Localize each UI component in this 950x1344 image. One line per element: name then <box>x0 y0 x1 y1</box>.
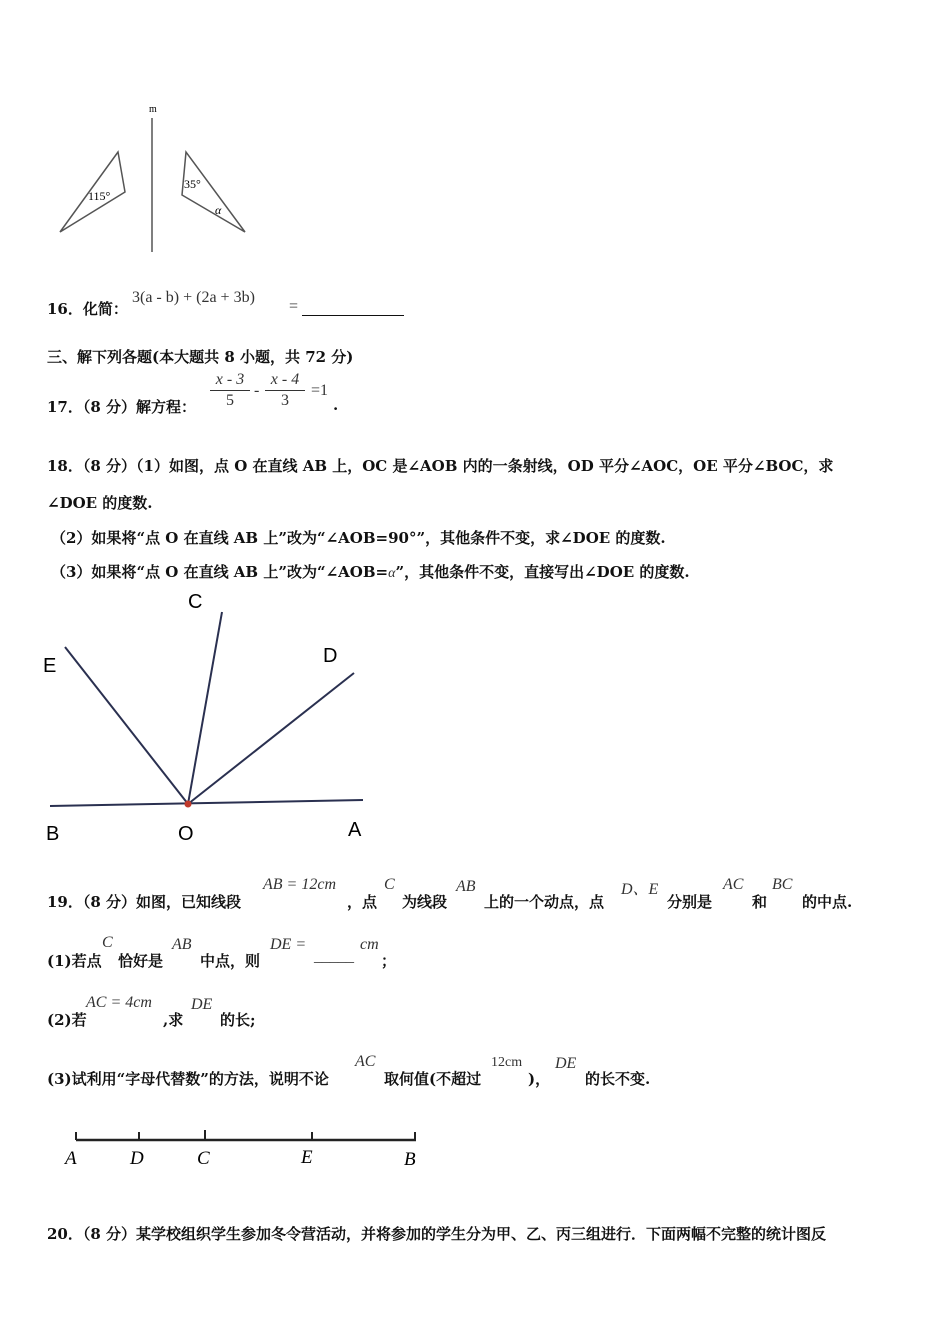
label-B: B <box>46 823 60 845</box>
q19-s3-DE: DE <box>555 1055 577 1072</box>
q19-ab-12cm: AB = 12cm <box>263 876 336 893</box>
q19-s3-b: 取何值(不超过 <box>384 1070 482 1088</box>
q19-s3-c: )， <box>528 1070 551 1088</box>
q19-s1-end: ； <box>381 952 397 970</box>
q19-text-6: 的中点. <box>802 893 853 911</box>
line-BA <box>50 800 363 806</box>
q18-part3-b: ”，其他条件不变，直接写出∠DOE 的度数. <box>395 563 690 581</box>
q17-denominator-2: 3 <box>281 392 289 409</box>
angle-35-label: 35° <box>184 177 201 191</box>
q19-text-2: 为线段 <box>402 893 448 911</box>
label-O: O <box>178 823 194 845</box>
q17-period: . <box>333 396 339 414</box>
q17-rhs: =1 <box>311 382 329 399</box>
q18-part1-line1: 18．（8 分）（1）如图，点 O 在直线 AB 上，OC 是∠AOB 内的一条射线，OD 平分∠AOC，OE 平分∠BOC，求 <box>47 457 834 475</box>
q19-s2-c: 的长; <box>220 1011 256 1029</box>
q19-s3-AC: AC <box>355 1053 376 1070</box>
q18-alpha: α <box>388 566 396 581</box>
q19-text-5: 和 <box>752 893 768 911</box>
point-O-dot <box>185 801 192 808</box>
q18-part3-a: （3）如果将“点 O 在直线 AB 上”改为“∠AOB= <box>51 563 389 581</box>
q19-s1-C: C <box>102 934 113 951</box>
q19-s2-DE: DE <box>191 996 213 1013</box>
q16-answer-blank[interactable] <box>302 300 404 316</box>
q17-number: 17．（8 分）解方程： <box>47 398 197 416</box>
q19-AB: AB <box>456 878 476 895</box>
point-E-label: E <box>301 1147 313 1168</box>
point-D-label: D <box>130 1148 144 1169</box>
ray-OC <box>188 612 222 804</box>
label-C: C <box>188 591 203 613</box>
mirror-line-label: m <box>149 104 157 115</box>
q19-text-1: ，点 <box>347 893 378 911</box>
q17-minus: - <box>254 382 260 399</box>
label-D: D <box>323 645 338 667</box>
mirror-figure <box>0 0 300 270</box>
q20-text: 20．（8 分）某学校组织学生参加冬令营活动，并将参加的学生分为甲、乙、丙三组进行．下面两幅不完整的统计图反 <box>47 1225 827 1243</box>
alpha-label: α <box>215 203 222 217</box>
q19-text-3: 上的一个动点，点 <box>484 893 605 911</box>
q19-AC: AC <box>723 876 744 893</box>
q19-s1-cm: cm <box>360 936 379 953</box>
q19-BC: BC <box>772 876 793 893</box>
q16-number: 16．化简： <box>47 300 128 318</box>
q17-numerator-1: x - 3 <box>215 371 245 388</box>
q19-C: C <box>384 876 395 893</box>
q17-fraction-2 <box>263 371 307 410</box>
angle-figure <box>0 580 400 850</box>
q19-DE: D、E <box>621 881 659 898</box>
q19-s2-b: ,求 <box>163 1011 184 1029</box>
point-C-label: C <box>197 1148 210 1169</box>
q19-s2-a: (2)若 <box>47 1011 87 1029</box>
q18-part1-line2: ∠DOE 的度数. <box>47 494 153 512</box>
section-3-title: 三、解下列各题(本大题共 8 小题，共 72 分) <box>47 348 354 366</box>
q19-s2-AC: AC = 4cm <box>86 994 152 1011</box>
q17-fraction-1 <box>208 371 252 410</box>
q18-part3 <box>51 561 690 582</box>
q19-s3-d: 的长不变. <box>585 1070 651 1088</box>
q17-numerator-2: x - 4 <box>270 371 300 388</box>
right-triangle <box>182 152 245 232</box>
point-A-label: A <box>65 1148 77 1169</box>
q19-s1-DE: DE = <box>270 936 307 953</box>
ray-OE <box>65 647 188 804</box>
q19-s1-blank[interactable]: _____ <box>314 948 354 965</box>
q19-s1-c: 中点，则 <box>200 952 261 970</box>
segment-figure <box>0 1120 450 1180</box>
q16-expression: 3(a - b) + (2a + 3b) <box>132 289 255 306</box>
q16-equals: = <box>289 298 299 315</box>
q19-s1-AB: AB <box>172 936 192 953</box>
point-B-label: B <box>404 1149 416 1170</box>
angle-115-label: 115° <box>88 189 111 203</box>
q19-s1-a: (1)若点 <box>47 952 102 970</box>
label-E: E <box>43 655 57 677</box>
q19-s3-a: (3)试利用“字母代替数”的方法，说明不论 <box>47 1070 329 1088</box>
q19-text-4: 分别是 <box>667 893 713 911</box>
q17-denominator-1: 5 <box>226 392 234 409</box>
ray-OD <box>188 673 354 804</box>
q18-part2: （2）如果将“点 O 在直线 AB 上”改为“∠AOB=90°”，其他条件不变，求∠DOE 的度数. <box>51 529 666 547</box>
q19-s1-b: 恰好是 <box>118 952 164 970</box>
q19-s3-12cm: 12cm <box>491 1055 523 1070</box>
q19-number: 19．（8 分）如图，已知线段 <box>47 893 242 911</box>
label-A: A <box>348 819 362 841</box>
